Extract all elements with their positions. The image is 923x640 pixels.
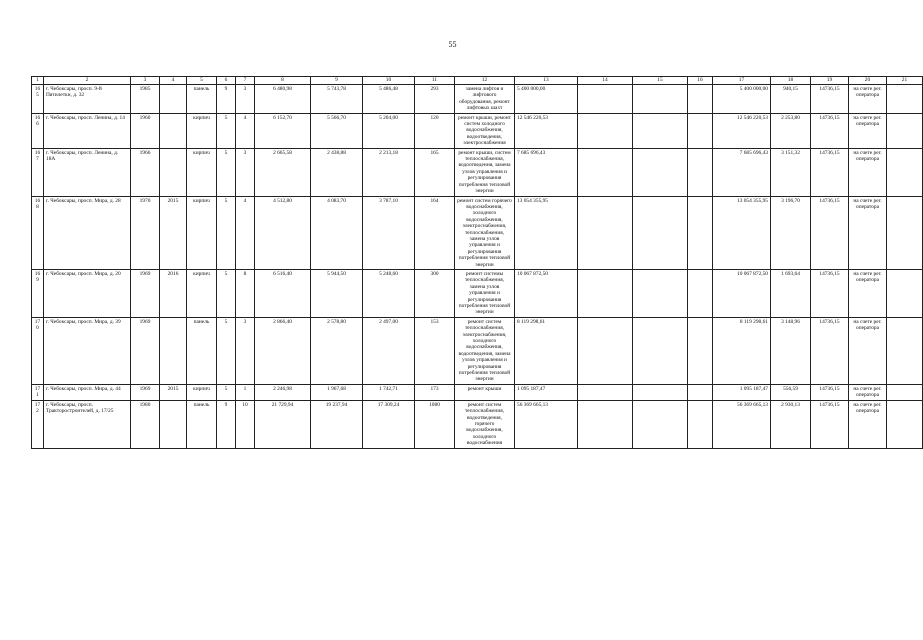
table-row — [32, 400, 923, 448]
cell-area-residential: 2 213,18 — [363, 148, 415, 196]
cell-works: ремонт систем горячего водоснабжения, холодного водоснабжения, электроснабжения, теплоснабжения, замена узлов управления и регулирования потребления тепловой энергии — [455, 196, 515, 269]
cell-material: кирпич — [187, 384, 217, 400]
cell-year-repair — [160, 85, 187, 114]
cell-c21 — [887, 196, 923, 269]
cell-c15 — [633, 384, 688, 400]
table-row — [32, 384, 923, 400]
cell-total-area: 2 665,58 — [255, 148, 311, 196]
cell-c14 — [578, 400, 633, 448]
cell-c16 — [688, 196, 713, 269]
cell-entrances: 4 — [236, 113, 255, 148]
column-number-cell: 8 — [255, 77, 311, 85]
cell-entrances: 8 — [236, 269, 255, 317]
cell-year-built: 1970 — [131, 196, 160, 269]
cell-c21 — [887, 85, 923, 114]
cell-year-built: 1969 — [131, 269, 160, 317]
cell-cost-total: 10 067 872,50 — [515, 269, 578, 317]
cell-year-repair: 2015 — [160, 384, 187, 400]
column-number-cell: 11 — [415, 77, 455, 85]
cell-c21 — [887, 113, 923, 148]
cell-area-residential: 17 309,24 — [363, 400, 415, 448]
table-row — [32, 148, 923, 196]
cell-num: 168 — [32, 196, 44, 269]
column-number-cell: 21 — [887, 77, 923, 85]
cell-floors: 5 — [217, 148, 236, 196]
cell-cost-per-sqm: 3 151,32 — [771, 148, 811, 196]
cell-year-built: 1969 — [131, 317, 160, 384]
column-number-cell: 3 — [131, 77, 160, 85]
cell-cost-owners: 12 546 220,53 — [713, 113, 771, 148]
cell-material: кирпич — [187, 196, 217, 269]
cell-floors: 5 — [217, 317, 236, 384]
cell-floors: 9 — [217, 400, 236, 448]
cell-floors: 9 — [217, 85, 236, 114]
cell-address: г. Чебоксары, просп. Мира, д. 28 — [44, 196, 131, 269]
cell-area-all: 1 967,68 — [311, 384, 363, 400]
cell-cost-per-sqm: 1 693,64 — [771, 269, 811, 317]
cell-area-all: 5 743,78 — [311, 85, 363, 114]
cell-num: 170 — [32, 317, 44, 384]
cell-area-residential: 5 248,60 — [363, 269, 415, 317]
cell-cost-total: 1 095 187,47 — [515, 384, 578, 400]
column-number-cell: 19 — [811, 77, 849, 85]
cell-method: на счете рег. оператора — [849, 317, 887, 384]
cell-cost-owners: 5 400 000,00 — [713, 85, 771, 114]
cell-total-area: 2 246,98 — [255, 384, 311, 400]
column-number-row — [32, 77, 923, 85]
cell-c15 — [633, 196, 688, 269]
cell-works: замена лифтов и лифтового оборудования, ремонт лифтовых шахт — [455, 85, 515, 114]
cell-method: на счете рег. оператора — [849, 196, 887, 269]
cell-material: кирпич — [187, 148, 217, 196]
register-table-wrapper — [31, 76, 908, 449]
cell-cost-owners: 13 054 355,95 — [713, 196, 771, 269]
capital-repair-table — [31, 76, 923, 449]
cell-c21 — [887, 269, 923, 317]
cell-method: на счете рег. оператора — [849, 113, 887, 148]
cell-area-all: 5 566,70 — [311, 113, 363, 148]
cell-cost-per-sqm: 3 148,96 — [771, 317, 811, 384]
cell-total-area: 21 729,94 — [255, 400, 311, 448]
column-number-cell: 2 — [44, 77, 131, 85]
cell-works: ремонт крыши, систем теплоснабжения, водоотведения, замена узлов управления и регулирования потребления тепловой энергии — [455, 148, 515, 196]
cell-c16 — [688, 269, 713, 317]
cell-year-built: 1980 — [131, 400, 160, 448]
column-number-cell: 12 — [455, 77, 515, 85]
cell-c14 — [578, 384, 633, 400]
cell-c14 — [578, 85, 633, 114]
cell-c15 — [633, 400, 688, 448]
column-number-cell: 5 — [187, 77, 217, 85]
cell-floors: 5 — [217, 384, 236, 400]
cell-cost-per-sqm: 2 253,80 — [771, 113, 811, 148]
cell-max-cost: 14736,15 — [811, 196, 849, 269]
column-number-cell: 4 — [160, 77, 187, 85]
cell-year-repair: 2015 — [160, 196, 187, 269]
cell-c21 — [887, 400, 923, 448]
cell-works: ремонт систем теплоснабжения, водоотведения, горячего водоснабжения, холодного водоснабжения — [455, 400, 515, 448]
cell-address: г. Чебоксары, просп. Ленина, д. 14 — [44, 113, 131, 148]
cell-method: на счете рег. оператора — [849, 148, 887, 196]
cell-total-area: 6 480,98 — [255, 85, 311, 114]
cell-floors: 5 — [217, 113, 236, 148]
cell-num: 169 — [32, 269, 44, 317]
cell-total-area: 6 516,40 — [255, 269, 311, 317]
table-row — [32, 269, 923, 317]
cell-entrances: 4 — [236, 196, 255, 269]
cell-c14 — [578, 269, 633, 317]
cell-year-built: 1966 — [131, 148, 160, 196]
cell-area-residential: 5 486,48 — [363, 85, 415, 114]
cell-cost-per-sqm: 2 930,13 — [771, 400, 811, 448]
cell-works: ремонт систем теплоснабжения, электроснабжения, холодного водоснабжения, водоотведения, замена узлов управления и регулирования потребления тепловой энергии — [455, 317, 515, 384]
cell-c15 — [633, 85, 688, 114]
cell-total-area: 2 866,40 — [255, 317, 311, 384]
cell-residents: 173 — [415, 384, 455, 400]
cell-floors: 5 — [217, 196, 236, 269]
cell-c21 — [887, 384, 923, 400]
cell-residents: 165 — [415, 148, 455, 196]
cell-cost-per-sqm: 3 196,70 — [771, 196, 811, 269]
cell-address: г. Чебоксары, просп. Мира, д. 39 — [44, 317, 131, 384]
cell-total-area: 4 512,80 — [255, 196, 311, 269]
column-number-cell: 10 — [363, 77, 415, 85]
column-number-cell: 14 — [578, 77, 633, 85]
cell-entrances: 3 — [236, 85, 255, 114]
cell-method: на счете рег. оператора — [849, 400, 887, 448]
cell-works: ремонт крыши, ремонт систем холодного водоснабжения, водоотведения, электроснабжения — [455, 113, 515, 148]
page-number: 55 — [448, 40, 457, 49]
cell-cost-owners: 10 067 872,50 — [713, 269, 771, 317]
column-number-cell: 18 — [771, 77, 811, 85]
cell-address: г. Чебоксары, просп. Тракторостроителей, д. 17/25 — [44, 400, 131, 448]
cell-num: 166 — [32, 113, 44, 148]
cell-method: на счете рег. оператора — [849, 85, 887, 114]
cell-area-residential: 2 497,00 — [363, 317, 415, 384]
cell-cost-per-sqm: 940,15 — [771, 85, 811, 114]
cell-area-all: 2 578,80 — [311, 317, 363, 384]
table-row — [32, 317, 923, 384]
cell-year-built: 1969 — [131, 384, 160, 400]
cell-c16 — [688, 317, 713, 384]
cell-max-cost: 14736,15 — [811, 85, 849, 114]
cell-c16 — [688, 85, 713, 114]
cell-c16 — [688, 113, 713, 148]
cell-residents: 164 — [415, 196, 455, 269]
cell-cost-per-sqm: 556,59 — [771, 384, 811, 400]
cell-method: на счете рег. оператора — [849, 269, 887, 317]
cell-max-cost: 14736,15 — [811, 400, 849, 448]
cell-cost-total: 56 369 665,13 — [515, 400, 578, 448]
column-number-cell: 20 — [849, 77, 887, 85]
cell-residents: 120 — [415, 113, 455, 148]
cell-c16 — [688, 148, 713, 196]
column-number-cell: 13 — [515, 77, 578, 85]
cell-year-repair — [160, 400, 187, 448]
cell-material: панель — [187, 85, 217, 114]
cell-max-cost: 14736,15 — [811, 148, 849, 196]
cell-cost-total: 12 546 220,53 — [515, 113, 578, 148]
table-row — [32, 85, 923, 114]
cell-area-all: 2 438,88 — [311, 148, 363, 196]
cell-max-cost: 14736,15 — [811, 113, 849, 148]
cell-cost-total: 13 054 355,95 — [515, 196, 578, 269]
cell-works: ремонт крыши — [455, 384, 515, 400]
column-number-cell: 17 — [713, 77, 771, 85]
cell-floors: 5 — [217, 269, 236, 317]
cell-year-repair — [160, 113, 187, 148]
cell-residents: 300 — [415, 269, 455, 317]
cell-year-repair: 2016 — [160, 269, 187, 317]
cell-residents: 1080 — [415, 400, 455, 448]
cell-area-all: 5 944,50 — [311, 269, 363, 317]
cell-c15 — [633, 317, 688, 384]
cell-c14 — [578, 196, 633, 269]
cell-total-area: 6 152,70 — [255, 113, 311, 148]
cell-cost-owners: 8 119 298,61 — [713, 317, 771, 384]
cell-cost-owners: 7 685 696,43 — [713, 148, 771, 196]
cell-c16 — [688, 400, 713, 448]
cell-c16 — [688, 384, 713, 400]
cell-area-residential: 3 787,10 — [363, 196, 415, 269]
cell-cost-total: 8 119 298,61 — [515, 317, 578, 384]
cell-material: кирпич — [187, 269, 217, 317]
cell-entrances: 10 — [236, 400, 255, 448]
column-number-cell: 1 — [32, 77, 44, 85]
cell-address: г. Чебоксары, просп. 9-й Пятилетки, д. 32 — [44, 85, 131, 114]
cell-c15 — [633, 113, 688, 148]
table-row — [32, 113, 923, 148]
cell-c21 — [887, 148, 923, 196]
cell-year-repair — [160, 148, 187, 196]
cell-method: на счете рег. оператора — [849, 384, 887, 400]
cell-max-cost: 14736,15 — [811, 269, 849, 317]
cell-num: 167 — [32, 148, 44, 196]
cell-address: г. Чебоксары, просп. Мира, д. 20 — [44, 269, 131, 317]
cell-c14 — [578, 148, 633, 196]
cell-entrances: 1 — [236, 384, 255, 400]
cell-entrances: 3 — [236, 317, 255, 384]
cell-c15 — [633, 269, 688, 317]
cell-c14 — [578, 317, 633, 384]
column-number-cell: 9 — [311, 77, 363, 85]
cell-num: 165 — [32, 85, 44, 114]
cell-area-residential: 5 204,00 — [363, 113, 415, 148]
cell-year-built: 1960 — [131, 113, 160, 148]
cell-residents: 153 — [415, 317, 455, 384]
cell-address: г. Чебоксары, просп. Ленина, д. 18А — [44, 148, 131, 196]
cell-num: 171 — [32, 384, 44, 400]
cell-c21 — [887, 317, 923, 384]
cell-area-all: 19 237,94 — [311, 400, 363, 448]
cell-c15 — [633, 148, 688, 196]
cell-max-cost: 14736,15 — [811, 317, 849, 384]
column-number-cell: 6 — [217, 77, 236, 85]
cell-entrances: 3 — [236, 148, 255, 196]
column-number-cell: 7 — [236, 77, 255, 85]
cell-c14 — [578, 113, 633, 148]
cell-year-repair — [160, 317, 187, 384]
cell-material: панель — [187, 400, 217, 448]
column-number-cell: 16 — [688, 77, 713, 85]
table-body — [32, 85, 923, 449]
cell-area-all: 4 083,70 — [311, 196, 363, 269]
cell-residents: 293 — [415, 85, 455, 114]
cell-cost-owners: 1 095 187,47 — [713, 384, 771, 400]
table-row — [32, 196, 923, 269]
cell-area-residential: 1 742,71 — [363, 384, 415, 400]
cell-cost-total: 5 400 000,00 — [515, 85, 578, 114]
cell-address: г. Чебоксары, просп. Мира, д. 44 — [44, 384, 131, 400]
cell-max-cost: 14736,15 — [811, 384, 849, 400]
cell-cost-total: 7 685 696,43 — [515, 148, 578, 196]
cell-num: 172 — [32, 400, 44, 448]
column-number-cell: 15 — [633, 77, 688, 85]
cell-works: ремонт системы теплоснабжения, замена узлов управления и регулирования потребления тепловой энергии — [455, 269, 515, 317]
cell-material: кирпич — [187, 113, 217, 148]
cell-material: панель — [187, 317, 217, 384]
cell-cost-owners: 56 369 665,13 — [713, 400, 771, 448]
cell-year-built: 1985 — [131, 85, 160, 114]
